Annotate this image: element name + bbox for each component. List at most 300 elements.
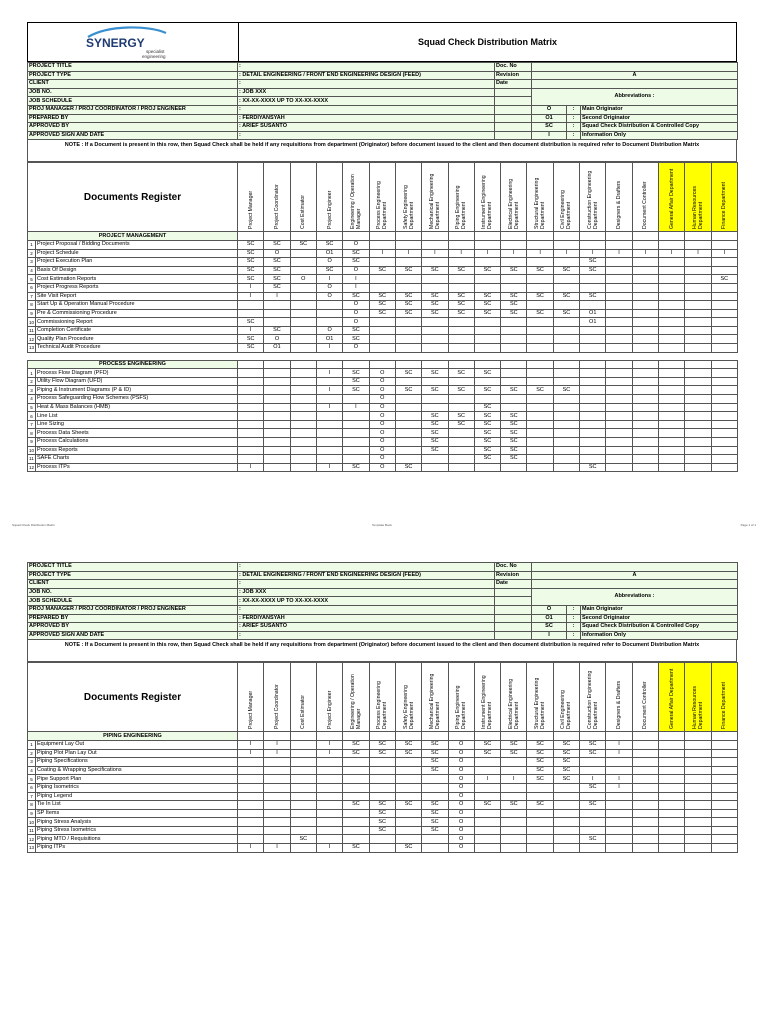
matrix-cell: SC <box>580 835 606 844</box>
matrix-cell: SC <box>422 446 448 455</box>
row-number: 7 <box>28 420 36 429</box>
matrix-cell <box>474 818 500 827</box>
matrix-cell <box>553 463 579 472</box>
matrix-cell: I <box>316 344 342 353</box>
matrix-cell <box>685 801 711 810</box>
document-row <box>28 377 738 386</box>
info-row <box>28 71 738 80</box>
section-header-row <box>28 732 738 741</box>
matrix-cell <box>422 240 448 249</box>
matrix-cell: SC <box>448 309 474 318</box>
matrix-cell <box>422 395 448 404</box>
matrix-cell <box>606 283 632 292</box>
matrix-cell <box>659 258 685 267</box>
info-value: : <box>238 563 495 572</box>
info-label: APPROVED SIGN AND DATE <box>28 131 238 140</box>
document-row <box>28 403 738 412</box>
matrix-cell <box>290 438 316 447</box>
matrix-cell: SC <box>580 266 606 275</box>
matrix-cell <box>316 809 342 818</box>
column-header-label: Civil Engineering Department <box>560 690 573 730</box>
matrix-cell <box>264 446 290 455</box>
info-label: PREPARED BY <box>28 614 238 623</box>
matrix-cell: I <box>395 249 421 258</box>
matrix-cell <box>290 335 316 344</box>
matrix-cell <box>264 826 290 835</box>
matrix-cell <box>264 412 290 421</box>
matrix-cell: SC <box>474 801 500 810</box>
matrix-cell: SC <box>422 369 448 378</box>
matrix-cell <box>553 792 579 801</box>
matrix-cell <box>290 463 316 472</box>
matrix-cell <box>606 377 632 386</box>
matrix-cell <box>527 240 553 249</box>
matrix-cell <box>632 758 658 767</box>
matrix-cell <box>238 309 264 318</box>
matrix-cell <box>264 429 290 438</box>
matrix-cell <box>501 809 527 818</box>
matrix-cell: O <box>369 369 395 378</box>
matrix-cell <box>369 318 395 327</box>
document-name: Quality Plan Procedure <box>36 335 238 344</box>
matrix-cell <box>290 412 316 421</box>
matrix-cell <box>264 438 290 447</box>
matrix-cell <box>448 403 474 412</box>
column-header-row <box>28 663 738 732</box>
matrix-cell: SC <box>343 326 369 335</box>
info-label: JOB NO. <box>28 588 238 597</box>
matrix-cell <box>448 258 474 267</box>
matrix-cell <box>711 309 737 318</box>
document-name: Piping Plot Plan Lay Out <box>36 749 238 758</box>
matrix-cell <box>501 258 527 267</box>
matrix-cell <box>685 283 711 292</box>
matrix-cell <box>264 455 290 464</box>
column-header <box>264 663 290 732</box>
row-number: 13 <box>29 845 35 851</box>
matrix-cell <box>290 266 316 275</box>
matrix-cell <box>659 792 685 801</box>
matrix-cell <box>501 403 527 412</box>
matrix-cell <box>553 801 579 810</box>
row-number: 5 <box>28 275 36 284</box>
matrix-cell <box>685 775 711 784</box>
matrix-cell <box>553 420 579 429</box>
matrix-cell <box>290 809 316 818</box>
matrix-cell <box>527 403 553 412</box>
info-right-label: Date <box>495 580 532 589</box>
matrix-cell <box>501 792 527 801</box>
matrix-cell: SC <box>264 275 290 284</box>
info-value: : XX-XX-XXXX UP TO XX-XX-XXXX <box>238 97 495 106</box>
matrix-cell <box>448 318 474 327</box>
column-header <box>343 663 369 732</box>
matrix-cell: I <box>606 775 632 784</box>
matrix-cell <box>711 809 737 818</box>
matrix-cell <box>685 292 711 301</box>
matrix-cell <box>685 429 711 438</box>
section-blank-cell <box>422 232 448 241</box>
matrix-cell <box>580 275 606 284</box>
matrix-cell: SC <box>474 455 500 464</box>
matrix-cell: SC <box>501 749 527 758</box>
abbrev-desc: Information Only <box>581 131 738 140</box>
column-header <box>580 163 606 232</box>
matrix-cell <box>711 801 737 810</box>
column-header <box>238 663 264 732</box>
matrix-cell <box>422 344 448 353</box>
section-blank-cell <box>685 732 711 741</box>
section-blank-cell <box>474 732 500 741</box>
info-blank <box>495 597 532 606</box>
column-header-label: Finance Department <box>721 182 728 230</box>
matrix-cell: SC <box>553 740 579 749</box>
matrix-cell <box>685 420 711 429</box>
matrix-cell: I <box>264 292 290 301</box>
abbreviations-title: Abbreviations : <box>532 588 738 605</box>
matrix-cell <box>553 377 579 386</box>
matrix-cell <box>632 335 658 344</box>
matrix-cell <box>290 292 316 301</box>
matrix-cell <box>474 766 500 775</box>
column-header-label: Safety Engineering Department <box>402 185 415 230</box>
section-blank-cell <box>527 732 553 741</box>
matrix-cell: SC <box>422 758 448 767</box>
project-info-table <box>27 62 738 140</box>
matrix-cell <box>580 420 606 429</box>
matrix-cell <box>238 809 264 818</box>
section-blank-cell <box>527 232 553 241</box>
matrix-cell: O <box>316 258 342 267</box>
matrix-cell <box>606 395 632 404</box>
matrix-cell <box>290 249 316 258</box>
matrix-cell <box>711 844 737 853</box>
document-row <box>28 783 738 792</box>
matrix-cell: I <box>238 844 264 853</box>
matrix-cell <box>711 335 737 344</box>
matrix-cell <box>685 826 711 835</box>
matrix-cell <box>632 844 658 853</box>
matrix-cell <box>238 826 264 835</box>
matrix-cell <box>606 420 632 429</box>
matrix-cell <box>238 775 264 784</box>
info-row <box>28 80 738 89</box>
matrix-cell <box>527 412 553 421</box>
matrix-cell: SC <box>553 386 579 395</box>
section-blank-cell <box>527 360 553 369</box>
column-header <box>527 163 553 232</box>
matrix-cell <box>659 775 685 784</box>
row-number: 2 <box>28 249 36 258</box>
matrix-cell: SC <box>527 292 553 301</box>
matrix-cell <box>606 758 632 767</box>
document-name: Piping Stress Isometrics <box>36 826 238 835</box>
matrix-cell: SC <box>501 386 527 395</box>
abbrev-sep: : <box>567 114 581 123</box>
abbrev-desc: Squad Check Distribution & Controlled Copy <box>581 623 738 632</box>
matrix-cell <box>711 438 737 447</box>
matrix-cell <box>395 818 421 827</box>
matrix-cell <box>369 775 395 784</box>
matrix-cell: SC <box>343 463 369 472</box>
matrix-cell <box>290 386 316 395</box>
matrix-cell <box>527 344 553 353</box>
document-name: Basis Of Design <box>36 266 238 275</box>
column-header <box>448 163 474 232</box>
matrix-cell <box>685 818 711 827</box>
matrix-cell: I <box>238 740 264 749</box>
matrix-cell <box>422 844 448 853</box>
matrix-cell <box>711 386 737 395</box>
matrix-cell <box>238 455 264 464</box>
matrix-cell <box>316 377 342 386</box>
info-label: JOB SCHEDULE <box>28 597 238 606</box>
matrix-cell: SC <box>553 758 579 767</box>
logo-sub2: engineering <box>142 54 166 59</box>
matrix-cell <box>343 792 369 801</box>
matrix-cell <box>632 749 658 758</box>
matrix-cell: O <box>369 395 395 404</box>
info-label: PROJ MANAGER / PROJ COORDINATOR / PROJ ENGINEER <box>28 105 238 114</box>
matrix-cell: SC <box>264 283 290 292</box>
register-title: Documents Register <box>28 663 238 732</box>
info-label: JOB SCHEDULE <box>28 97 238 106</box>
matrix-cell <box>369 792 395 801</box>
document-row <box>28 275 738 284</box>
matrix-cell <box>264 301 290 310</box>
info-blank <box>495 631 532 640</box>
column-header-label: Human Resources Department <box>691 186 704 230</box>
column-header-label: Structural Engineering Department <box>534 678 547 730</box>
matrix-cell: O <box>316 292 342 301</box>
matrix-cell: SC <box>343 740 369 749</box>
document-name: Process ITPs <box>36 463 238 472</box>
info-right-label: Revision <box>495 71 532 80</box>
matrix-cell: SC <box>238 266 264 275</box>
column-header <box>238 163 264 232</box>
matrix-cell <box>659 335 685 344</box>
matrix-cell <box>632 386 658 395</box>
matrix-cell <box>553 344 579 353</box>
matrix-cell <box>606 809 632 818</box>
section-blank-cell <box>606 360 632 369</box>
matrix-cell: I <box>474 775 500 784</box>
column-header-label: Designers & Drafters <box>616 181 623 230</box>
matrix-cell: I <box>422 249 448 258</box>
matrix-cell <box>632 438 658 447</box>
section-title: PROCESS ENGINEERING <box>28 360 238 369</box>
section-blank-cell <box>685 360 711 369</box>
matrix-cell: O <box>343 266 369 275</box>
matrix-cell <box>580 344 606 353</box>
matrix-cell <box>685 438 711 447</box>
section-blank-cell <box>395 232 421 241</box>
footer-center: Template Book <box>372 523 392 527</box>
matrix-cell: O <box>343 318 369 327</box>
matrix-cell: O <box>448 749 474 758</box>
document-name: Process Flow Diagram (PFD) <box>36 369 238 378</box>
matrix-cell <box>580 395 606 404</box>
matrix-cell <box>711 758 737 767</box>
matrix-cell <box>422 318 448 327</box>
column-header-label: Piping Engineering Department <box>455 685 468 730</box>
matrix-cell <box>474 826 500 835</box>
matrix-cell: SC <box>316 266 342 275</box>
matrix-cell: SC <box>474 309 500 318</box>
document-name: Piping MTO / Requisitions <box>36 835 238 844</box>
section-blank-cell <box>659 232 685 241</box>
matrix-cell: O <box>369 420 395 429</box>
info-row <box>28 614 738 623</box>
info-label: PROJECT TYPE <box>28 71 238 80</box>
matrix-cell <box>711 266 737 275</box>
document-name: Process Safeguarding Flow Schemes (PSFS) <box>36 395 238 404</box>
matrix-cell <box>659 386 685 395</box>
matrix-cell <box>422 377 448 386</box>
matrix-cell <box>474 758 500 767</box>
matrix-cell: SC <box>369 301 395 310</box>
section-blank-cell <box>369 360 395 369</box>
section-blank-cell <box>632 232 658 241</box>
abbrev-desc: Information Only <box>581 631 738 640</box>
column-header <box>290 663 316 732</box>
document-name: Coating & Wrapping Specifications <box>36 766 238 775</box>
document-row <box>28 809 738 818</box>
matrix-cell <box>343 766 369 775</box>
matrix-cell <box>606 818 632 827</box>
section-blank-cell <box>264 732 290 741</box>
matrix-cell <box>395 335 421 344</box>
matrix-cell <box>316 783 342 792</box>
column-header <box>448 663 474 732</box>
matrix-cell <box>395 455 421 464</box>
matrix-cell <box>553 826 579 835</box>
document-row <box>28 335 738 344</box>
matrix-cell <box>264 801 290 810</box>
matrix-cell <box>238 438 264 447</box>
matrix-cell <box>632 240 658 249</box>
matrix-cell <box>290 369 316 378</box>
matrix-cell <box>632 740 658 749</box>
document-name: Pipe Support Plan <box>36 775 238 784</box>
matrix-cell: SC <box>553 292 579 301</box>
column-header-label: Mechanical Engineering Department <box>428 173 441 230</box>
matrix-cell <box>395 318 421 327</box>
row-number: 4 <box>28 395 36 404</box>
matrix-cell <box>580 301 606 310</box>
section-blank-cell <box>501 232 527 241</box>
matrix-cell: I <box>606 749 632 758</box>
matrix-cell: SC <box>474 386 500 395</box>
matrix-cell: SC <box>369 818 395 827</box>
matrix-cell <box>474 377 500 386</box>
matrix-cell: O1 <box>264 344 290 353</box>
matrix-cell: SC <box>474 301 500 310</box>
matrix-cell: O <box>316 283 342 292</box>
row-number: 2 <box>28 377 36 386</box>
matrix-cell <box>448 438 474 447</box>
matrix-cell <box>606 301 632 310</box>
matrix-cell <box>685 809 711 818</box>
abbrev-code: SC <box>532 623 567 632</box>
matrix-cell: I <box>632 249 658 258</box>
matrix-cell <box>659 783 685 792</box>
matrix-cell: O <box>448 809 474 818</box>
info-value: : <box>238 80 495 89</box>
matrix-cell: SC <box>422 386 448 395</box>
matrix-cell <box>659 344 685 353</box>
matrix-cell <box>580 335 606 344</box>
matrix-cell: SC <box>474 292 500 301</box>
matrix-cell <box>580 818 606 827</box>
matrix-cell: I <box>316 749 342 758</box>
matrix-cell <box>527 275 553 284</box>
matrix-cell <box>343 446 369 455</box>
matrix-cell <box>553 455 579 464</box>
abbrev-desc: Main Originator <box>581 605 738 614</box>
matrix-cell: SC <box>448 301 474 310</box>
matrix-cell <box>290 377 316 386</box>
matrix-cell <box>290 844 316 853</box>
matrix-cell <box>290 283 316 292</box>
matrix-cell <box>316 792 342 801</box>
matrix-cell <box>474 783 500 792</box>
matrix-cell <box>343 775 369 784</box>
matrix-cell: SC <box>501 420 527 429</box>
row-number: 6 <box>28 283 36 292</box>
column-header <box>369 663 395 732</box>
matrix-cell: I <box>264 740 290 749</box>
info-row <box>28 623 738 632</box>
section-blank-cell <box>553 360 579 369</box>
matrix-cell: I <box>316 740 342 749</box>
matrix-cell: SC <box>316 240 342 249</box>
matrix-cell <box>580 386 606 395</box>
document-name: Completion Certificate <box>36 326 238 335</box>
matrix-cell: SC <box>501 309 527 318</box>
matrix-cell <box>685 240 711 249</box>
info-blank <box>495 605 532 614</box>
matrix-cell: SC <box>395 292 421 301</box>
matrix-cell <box>448 446 474 455</box>
matrix-cell <box>632 792 658 801</box>
abbrev-sep: : <box>567 623 581 632</box>
matrix-cell: SC <box>369 801 395 810</box>
matrix-cell <box>606 801 632 810</box>
matrix-cell <box>369 783 395 792</box>
matrix-cell <box>606 309 632 318</box>
matrix-cell: O1 <box>580 309 606 318</box>
matrix-cell <box>316 420 342 429</box>
matrix-cell <box>553 783 579 792</box>
column-header-label: Engineering / Operation Manager <box>349 174 362 230</box>
matrix-cell <box>474 335 500 344</box>
matrix-cell <box>632 369 658 378</box>
matrix-cell <box>632 446 658 455</box>
matrix-cell: I <box>606 740 632 749</box>
matrix-cell: SC <box>422 749 448 758</box>
column-header <box>316 163 342 232</box>
matrix-cell: O <box>448 818 474 827</box>
column-header <box>553 663 579 732</box>
matrix-cell: SC <box>501 446 527 455</box>
matrix-cell <box>711 258 737 267</box>
section-blank-cell <box>343 360 369 369</box>
matrix-cell: SC <box>422 740 448 749</box>
info-value: : ARIEF SUSANTO <box>238 623 495 632</box>
matrix-cell: O <box>369 412 395 421</box>
matrix-cell: SC <box>343 844 369 853</box>
